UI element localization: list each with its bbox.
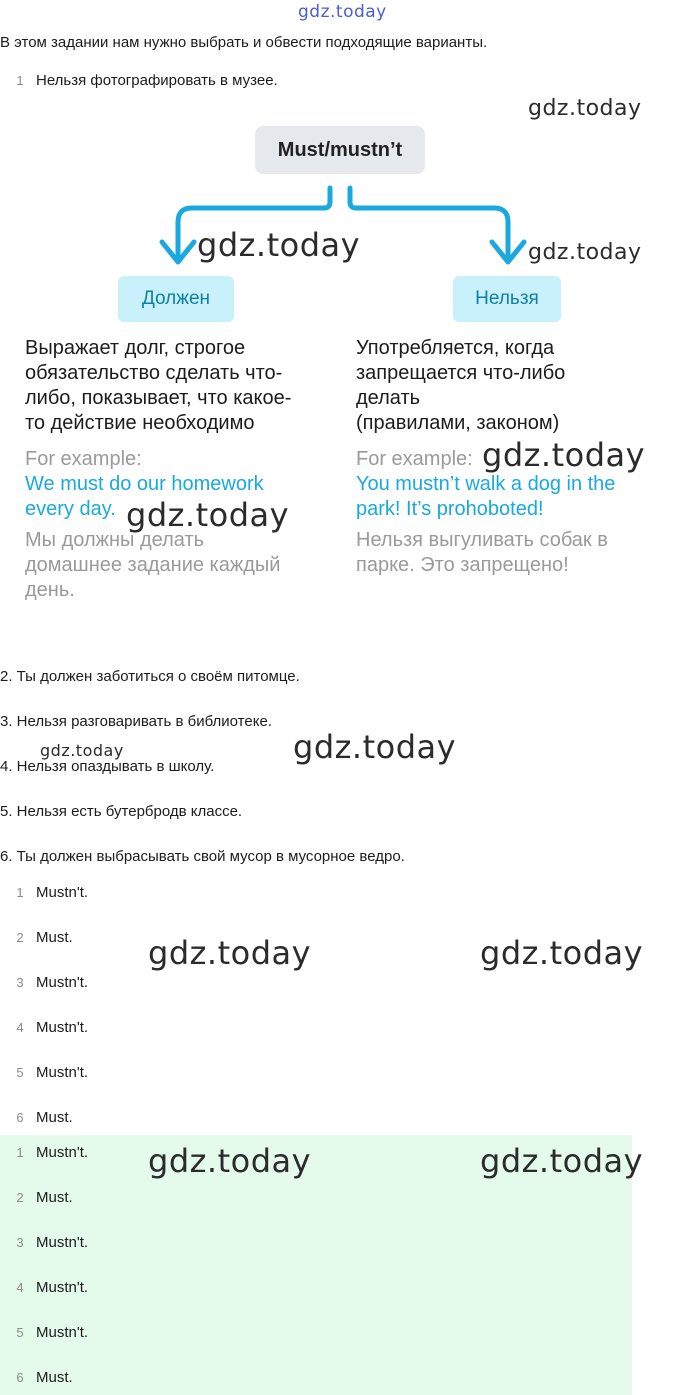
sentence-4: 4. Нельзя опаздывать в школу. (0, 758, 215, 775)
right-arrow-icon (350, 188, 508, 258)
sentence-5: 5. Нельзя есть бутербродв классе. (0, 803, 243, 820)
watermark: gdz.today (148, 1142, 312, 1180)
watermark: gdz.today (482, 436, 646, 474)
watermark: gdz.today (148, 934, 312, 972)
watermark-top: gdz.today (298, 2, 387, 22)
watermark: gdz.today (480, 1142, 644, 1180)
watermark: gdz.today (528, 96, 642, 121)
task-text: Нельзя фотографировать в музее. (36, 72, 278, 89)
mustnt-example-en: You mustn’t walk a dog in the park! It’s prohoboted! (356, 473, 616, 520)
mustnt-example-label: For example: (356, 448, 473, 470)
must-example-label: For example: (25, 448, 142, 470)
watermark: gdz.today (293, 728, 457, 766)
intro-text: В этом задании нам нужно выбрать и обвести подходящие варианты. (0, 34, 488, 51)
watermark: gdz.today (197, 226, 361, 264)
mustnt-label: Нельзя (453, 276, 561, 322)
must-label: Должен (118, 276, 234, 322)
mustnt-example-ru: Нельзя выгуливать собак в парке. Это запрещено! (356, 529, 608, 576)
must-example-ru: Мы должны делать домашнее задание каждый день. (25, 529, 281, 601)
mustnt-description: Употребляется, когда запрещается что-либо делать (правилами, законом) (356, 337, 566, 434)
task-number: 1 (16, 73, 24, 88)
sentence-3: 3. Нельзя разговаривать в библиотеке. (0, 713, 272, 730)
watermark: gdz.today (480, 934, 644, 972)
watermark: gdz.today (40, 741, 124, 760)
sentence-2: 2. Ты должен заботиться о своём питомце. (0, 668, 300, 685)
must-description: Выражает долг, строгое обязательство сделать что- либо, показывает, что какое- то действие необходимо (25, 337, 292, 434)
must-mustnt-box: Must/mustn’t (255, 126, 425, 174)
watermark: gdz.today (528, 240, 642, 265)
must-example-en: We must do our homework every day. (25, 473, 264, 520)
sentence-6: 6. Ты должен выбрасывать свой мусор в мусорное ведро. (0, 848, 405, 865)
watermark: gdz.today (126, 496, 290, 534)
